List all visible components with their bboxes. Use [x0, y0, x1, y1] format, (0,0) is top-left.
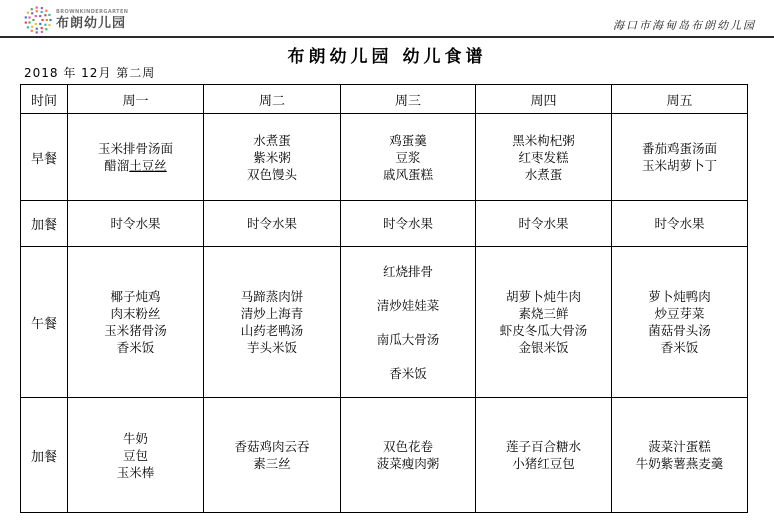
menu-item-line: 时令水果 [110, 216, 161, 231]
menu-cell [612, 114, 748, 201]
column-header-day: 周四 [476, 85, 612, 114]
menu-row [21, 398, 748, 513]
menu-row [21, 114, 748, 201]
menu-item-line: 玉米猪骨汤 [104, 323, 167, 338]
menu-cell [204, 398, 341, 513]
menu-item-line: 番茄鸡蛋汤面 [641, 141, 717, 156]
menu-item-line: 玉米排骨汤面 [97, 141, 173, 156]
table-header-row [21, 85, 748, 114]
column-header-time: 时间 [21, 85, 68, 114]
menu-item-line: 水煮蛋 [253, 132, 291, 148]
menu-item-line: 香菇鸡肉云吞 [234, 439, 310, 454]
school-name-header: 海口市海甸岛布朗幼儿园 [613, 19, 756, 32]
menu-item-line: 金银米饭 [518, 340, 569, 355]
weekly-menu-table [20, 84, 748, 513]
menu-item-line: 莲子百合糖水 [505, 439, 581, 454]
menu-item-line: 山药老鸭汤 [240, 323, 304, 338]
menu-cell [476, 398, 612, 513]
menu-cell [204, 201, 341, 247]
menu-item-line: 时令水果 [382, 216, 433, 231]
menu-cell [68, 201, 204, 247]
menu-item-line: 鸡蛋羹 [389, 132, 427, 148]
menu-item-line: 玉米棒 [116, 464, 155, 480]
row-label: 午餐 [21, 247, 68, 398]
menu-item-line: 马蹄蒸肉饼 [240, 289, 304, 304]
column-header-day: 周五 [612, 85, 748, 114]
menu-cell [476, 201, 612, 247]
starburst-logo-icon [24, 6, 52, 34]
menu-item-line: 虾皮冬瓜大骨汤 [499, 323, 588, 338]
page-title: 布朗幼儿园 幼儿食谱 [287, 47, 487, 67]
menu-item-line: 黑米枸杞粥 [512, 132, 575, 148]
brand-name-zh: 布朗幼儿园 [56, 16, 127, 31]
menu-cell [204, 114, 341, 201]
menu-item-line: 炒豆芽菜 [654, 306, 705, 321]
menu-item-line: 素烧三鲜 [518, 306, 569, 321]
menu-cell [476, 247, 612, 398]
menu-cell [341, 114, 476, 201]
menu-item-line: 醋溜土豆丝 [104, 158, 167, 173]
menu-cell [68, 114, 204, 201]
column-header-day: 周三 [341, 85, 476, 114]
header-divider-line [0, 36, 774, 38]
menu-item-line: 菠菜汁蛋糕 [648, 439, 711, 454]
menu-row [21, 201, 748, 247]
menu-cell [341, 201, 476, 247]
menu-item-line: 胡萝卜炖牛肉 [505, 289, 581, 304]
menu-item-line: 牛奶紫薯燕麦羹 [635, 456, 724, 471]
menu-item-line: 时令水果 [654, 216, 705, 231]
menu-item-line: 香米饭 [389, 365, 427, 381]
menu-row [21, 247, 748, 398]
menu-item-line: 小猪红豆包 [512, 456, 575, 471]
menu-item-line: 豆包 [122, 447, 148, 463]
menu-item-line: 肉末粉丝 [110, 306, 161, 321]
menu-item-line: 清炒娃娃菜 [376, 297, 440, 313]
brand-name-en: BROWNKINDERGARTEN [56, 9, 129, 15]
menu-cell [204, 247, 341, 398]
menu-cell [68, 247, 204, 398]
menu-cell [612, 398, 748, 513]
menu-item-line: 双色馒头 [246, 166, 297, 182]
menu-item-line: 香米饭 [116, 340, 155, 355]
menu-item-line [343, 280, 473, 297]
menu-item-line: 素三丝 [253, 456, 291, 471]
menu-item-line: 香米饭 [660, 340, 699, 355]
column-header-day: 周一 [68, 85, 204, 114]
menu-item-line: 芋头米饭 [246, 340, 297, 355]
menu-item-line: 南瓜大骨汤 [376, 331, 440, 347]
menu-item-line [343, 348, 473, 365]
menu-item-line: 菠菜瘦肉粥 [376, 456, 440, 471]
menu-item-line: 牛奶 [122, 430, 148, 446]
menu-item-line: 双色花卷 [382, 439, 433, 454]
menu-item-line: 菌菇骨头汤 [648, 323, 711, 338]
row-label: 加餐 [21, 398, 68, 513]
menu-item-line: 椰子炖鸡 [110, 289, 161, 304]
menu-item-line [343, 314, 473, 331]
menu-item-line: 红烧排骨 [382, 263, 433, 279]
menu-item-line: 豆浆 [395, 149, 421, 165]
menu-item-line: 萝卜炖鸭肉 [648, 289, 711, 304]
menu-item-line: 时令水果 [246, 216, 297, 231]
menu-item-line: 紫米粥 [253, 149, 291, 165]
menu-item-line: 红枣发糕 [518, 149, 569, 165]
menu-item-line: 时令水果 [518, 216, 569, 231]
menu-cell [612, 247, 748, 398]
row-label: 加餐 [21, 201, 68, 247]
menu-item-line: 清炒上海青 [240, 306, 304, 321]
row-label: 早餐 [21, 114, 68, 201]
menu-item-line: 玉米胡萝卜丁 [641, 158, 717, 173]
date-week-label: 2018 年 12月 第二周 [24, 66, 156, 80]
column-header-day: 周二 [204, 85, 341, 114]
menu-cell [341, 247, 476, 398]
brand-logo-text [56, 10, 128, 30]
menu-cell [476, 114, 612, 201]
brand-logo [24, 6, 128, 34]
menu-cell [341, 398, 476, 513]
menu-cell [68, 398, 204, 513]
menu-cell [612, 201, 748, 247]
menu-item-line: 戚风蛋糕 [382, 166, 433, 182]
menu-item-line: 水煮蛋 [524, 166, 563, 182]
